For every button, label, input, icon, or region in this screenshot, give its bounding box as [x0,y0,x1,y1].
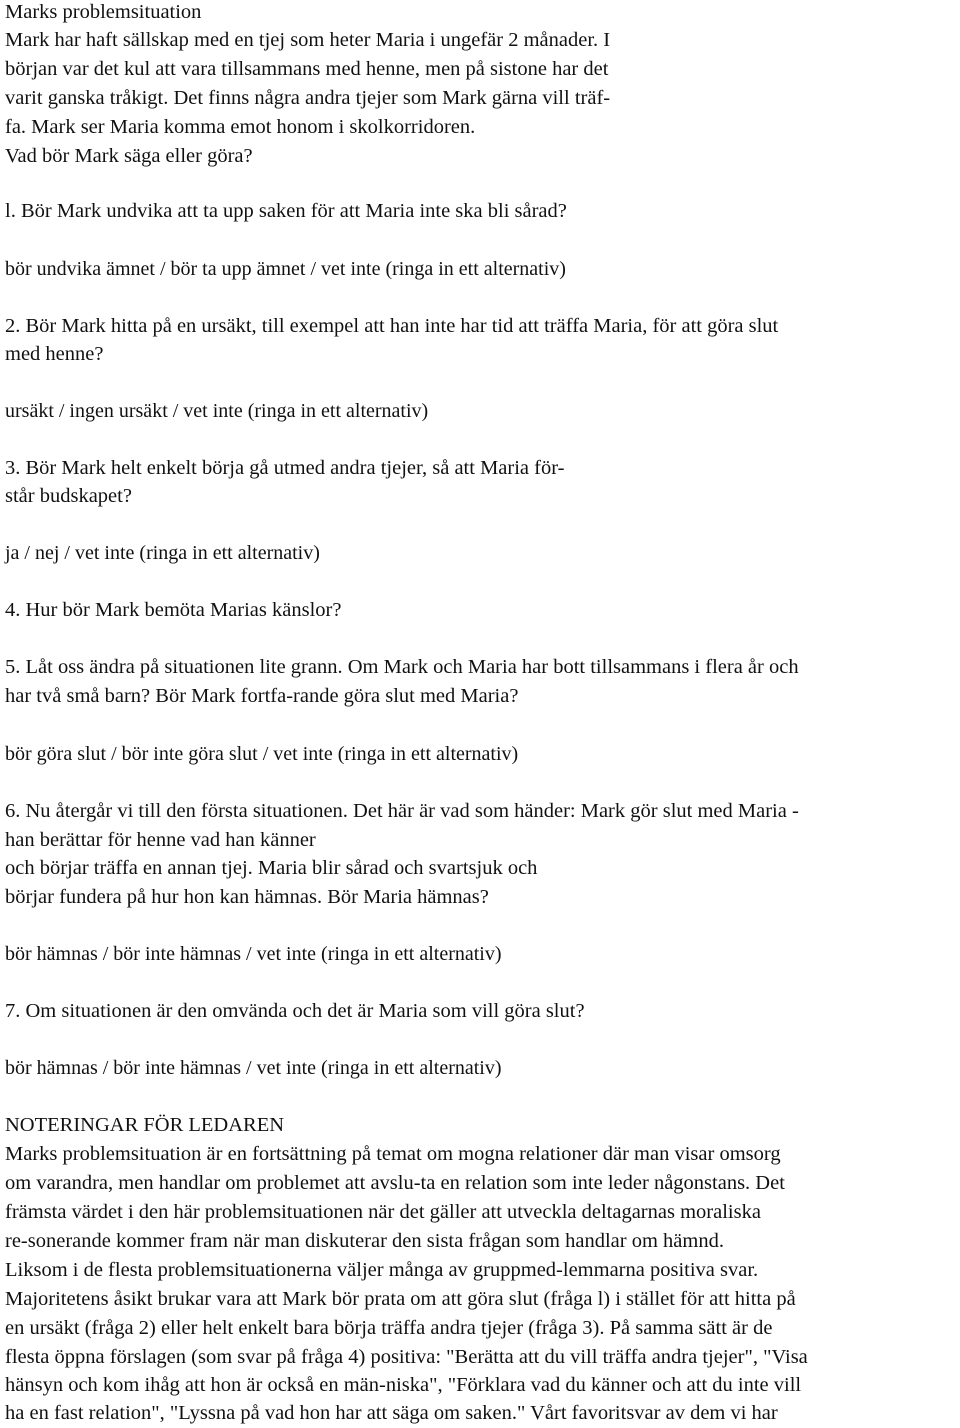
question-6-cont: och börjar träffa en annan tjej. Maria blir sårad och svartsjuk och [5,857,538,879]
answer-options-7: bör hämnas / bör inte hämnas / vet inte (ringa in ett alternativ) [5,1057,502,1079]
notes-line: hänsyn och kom ihåg att hon är också en män-niska", "Förklara vad du känner och att du inte vill [5,1374,802,1396]
question-7: 7. Om situationen är den omvända och det är Maria som vill göra slut? [5,1000,585,1022]
notes-line: ha en fast relation", "Lyssna på vad hon har att säga om saken." Vårt favoritsvar av dem vi har [5,1402,778,1424]
notes-heading: NOTERINGAR FÖR LEDAREN [5,1114,285,1136]
question-2: 2. Bör Mark hitta på en ursäkt, till exempel att han inte har tid att träffa Maria, för att göra slut [5,315,779,337]
question-5: 5. Låt oss ändra på situationen lite grann. Om Mark och Maria har bott tillsammans i flera år och [5,656,799,678]
answer-options-2: ursäkt / ingen ursäkt / vet inte (ringa in ett alternativ) [5,400,429,422]
question-4: 4. Hur bör Mark bemöta Marias känslor? [5,599,342,621]
question-3: 3. Bör Mark helt enkelt börja gå utmed andra tjejer, så att Maria för- [5,457,565,479]
question-1: l. Bör Mark undvika att ta upp saken för att Maria inte ska bli sårad? [5,200,567,222]
notes-line: Majoritetens åsikt brukar vara att Mark bör prata om att göra slut (fråga l) i stället för att hitta på [5,1288,796,1310]
notes-line: re-sonerande kommer fram när man diskuterar den sista frågan som handlar om hämnd. [5,1230,724,1252]
intro-line: fa. Mark ser Maria komma emot honom i skolkorridoren. [5,116,476,138]
notes-line: flesta öppna förslagen (som svar på fråga 4) positiva: "Berätta att du vill träffa andra tjejer", "Visa [5,1346,808,1368]
intro-line: början var det kul att vara tillsammans med henne, men på sistone har det [5,58,609,80]
question-2-cont: med henne? [5,343,104,365]
notes-line: Liksom i de flesta problemsituationerna väljer många av gruppmed-lemmarna positiva svar. [5,1259,759,1281]
notes-line: främsta värdet i den här problemsituationen när det gäller att utveckla deltagarnas moraliska [5,1201,761,1223]
notes-line: Marks problemsituation är en fortsättning på temat om mogna relationer där man visar omsorg [5,1143,781,1165]
question-6-cont: han berättar för henne vad han känner [5,829,316,851]
intro-title: Marks problemsituation [5,1,202,23]
notes-line: om varandra, men handlar om problemet att avslu-ta en relation som inte leder någonstans. Det [5,1172,785,1194]
intro-line: varit ganska tråkigt. Det finns några andra tjejer som Mark gärna vill träf- [5,87,611,109]
answer-options-6: bör hämnas / bör inte hämnas / vet inte (ringa in ett alternativ) [5,943,502,965]
question-3-cont: står budskapet? [5,485,132,507]
answer-options-5: bör göra slut / bör inte göra slut / vet inte (ringa in ett alternativ) [5,743,519,765]
question-5-cont: har två små barn? Bör Mark fortfa-rande göra slut med Maria? [5,685,519,707]
notes-line: en ursäkt (fråga 2) eller helt enkelt bara börja träffa andra tjejer (fråga 3). På samma sätt är de [5,1317,773,1339]
answer-options-3: ja / nej / vet inte (ringa in ett alternativ) [5,542,320,564]
answer-options-1: bör undvika ämnet / bör ta upp ämnet / vet inte (ringa in ett alternativ) [5,258,566,280]
intro-line: Mark har haft sällskap med en tjej som heter Maria i ungefär 2 månader. I [5,29,611,51]
question-6-cont: börjar fundera på hur hon kan hämnas. Bör Maria hämnas? [5,886,489,908]
intro-line: Vad bör Mark säga eller göra? [5,145,253,167]
question-6: 6. Nu återgår vi till den första situationen. Det här är vad som händer: Mark gör slut med Maria - [5,800,799,822]
